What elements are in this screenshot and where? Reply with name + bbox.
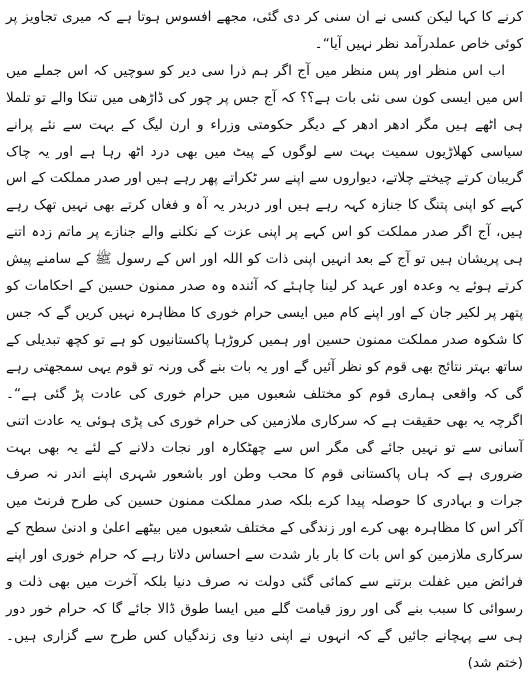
closing-mark: (ختم شد) <box>467 654 523 671</box>
article-paragraph-1: کرنے کا کہا لیکن کسی نے ان سنی کر دی گئی، مجھے افسوس ہوتا ہے کہ میری تجاویز پر کوئی خاص عملدرآمد نظر نہیں آیا“۔ <box>6 9 523 52</box>
article-paragraph-2: اب اس منظر اور پس منظر میں آج اگر ہم ذرا سی دیر کو سوچیں کہ اس جملے میں اس میں ایسی کون سی نئی بات ہے؟؟ کہ آج جس پر چور کی ڈاڑھی میں تنکا والے تو تلملا ہی اٹھے ہیں مگر ادھر ادھر کے دیگر حکومتی وزراء و ارن لیگ کے بہت سے نئے پرانے سیاسی کھلاڑیوں سمیت بہت سے لوگوں کے پیٹ میں بھی درد اٹھ رہا ہے اور یہ چاک گریبان کرتے چیختے چلاتے، دیواروں سے اپنے سر ٹکراتے پھر رہے ہیں اور صدر مملکت کے اس کہے کو اپنی پتنگ کا جنازہ کہہ رہے ہیں اور دربدر یہ آہ و فغاں کرتے بھی نہیں تھک رہے ہیں، آج اگر صدر مملکت کو اس کہے پر اپنی عزت کے نکلنے والے جنازے پر ماتم زدہ اتنے ہی پریشان ہیں تو آج کے بعد انہیں اپنی ذات کو اللہ اور اس کے رسول ﷺ کے سامنے پیش کرتے ہوئے یہ وعدہ اور عہد کر لینا چاہئے کہ آئندہ وہ صدر ممنون حسین کے احکامات کو پتھر پر لکیر جان کے اور اپنے کام میں ایسی حرام خوری کا مظاہرہ نہیں کریں گے کہ جس کا شکوہ صدر مملکت ممنون حسین اور ہمیں کروڑہا پاکستانیوں کو ہے تو کچھ تبدیلی کے ساتھ بہتر نتائج بھی قوم کو نظر آئیں گے اور یہ بات بنے گی ورنہ تو قوم یہی سمجھتی رہے گی کہ واقعی ہماری قوم کو مختلف شعبوں میں حرام خوری کی عادت پڑ گئی ہے“۔ اگرچہ یہ بھی حقیقت ہے کہ سرکاری ملازمین کی حرام خوری کی پڑی ہوئی یہ عادت اتنی آسانی سے تو نہیں جائے گی مگر اس سے چھٹکارہ اور نجات دلانے کے لئے یہ بھی بہت ضروری ہے کہ ہاں پاکستانی قوم کا محب وطن اور باشعور شہری اپنے اندر نہ صرف جرات و بہادری کا حوصلہ پیدا کرے بلکہ صدر مملکت ممنون حسین کی طرح فرنٹ میں آکر اس کا مظاہرہ بھی کرے اور زندگی کے مختلف شعبوں میں بیٹھے اعلیٰ و ادنیٰ سطح کے سرکاری ملازمین کو اس بات کا بار بار شدت سے احساس دلاتا رہے کہ حرام خوری اور اپنے فرائض میں غفلت برتنے سے کمائی گئی دولت نہ صرف دنیا بلکہ آخرت میں بھی ذلت و رسوائی کا سبب بنے گی اور روز قیامت گلے میں ایسا طوق ڈالا جائے گا کہ حرام خور دور ہی سے پہچانے جائیں گے کہ انہوں نے اپنی دنیا وی زندگیاں کس طرح سے گزاری ہیں۔ <box>6 62 523 644</box>
urdu-article-body <box>6 4 523 677</box>
